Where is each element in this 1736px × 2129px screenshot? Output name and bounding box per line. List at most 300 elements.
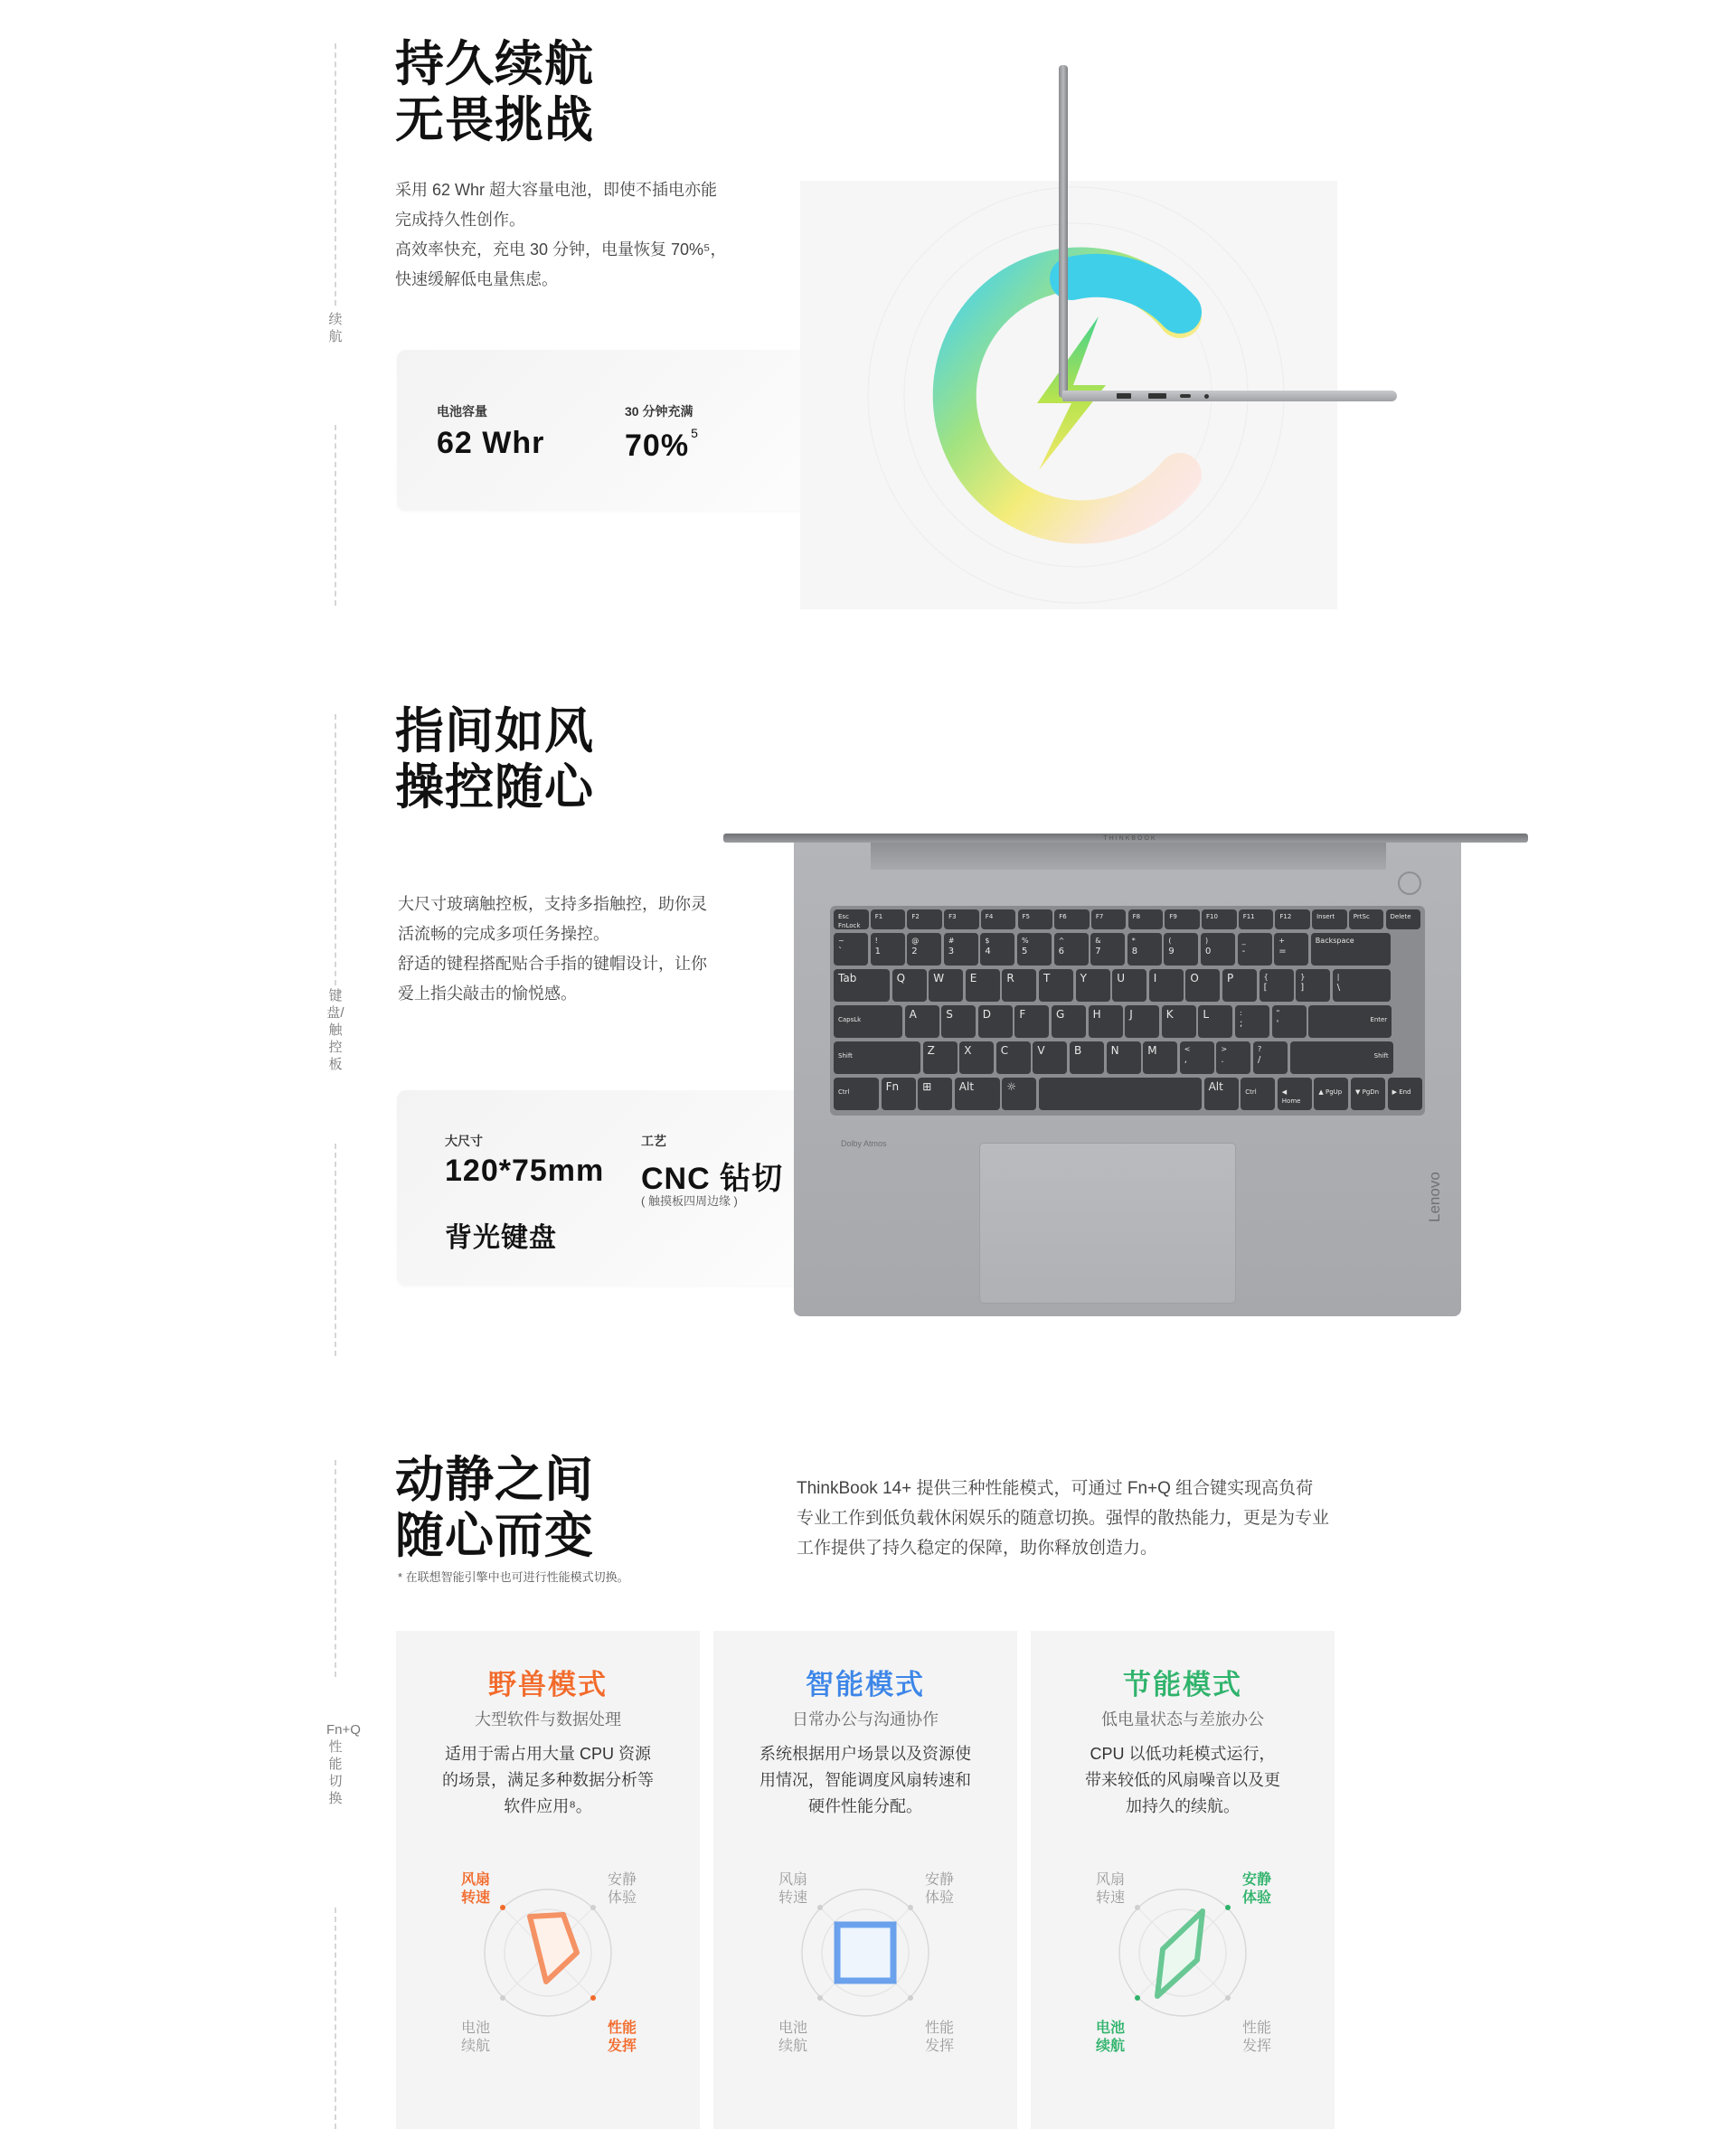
key-upper-label: | — [1336, 973, 1340, 981]
key-upper-label: ? — [1258, 1045, 1262, 1053]
key-lower-label: 0 — [1205, 947, 1212, 956]
key-label: F9 — [1169, 913, 1177, 920]
radar-axis-label-quiet — [1242, 1871, 1271, 1908]
key-upper-label: : — [1240, 1009, 1242, 1017]
keyboard-key — [1386, 909, 1421, 929]
radar-label-line: 续航 — [778, 2039, 808, 2054]
keyboard-key — [1125, 1005, 1159, 1038]
battery-visual — [800, 181, 1337, 609]
radar-axis-dot — [1225, 1905, 1231, 1910]
key-upper-label: ( — [1168, 937, 1172, 945]
radar-label-line: 性能 — [1242, 2021, 1272, 2036]
keyboard-title-line1: 指间如风 — [395, 704, 594, 758]
rail-divider — [335, 714, 336, 985]
keyboard-key — [1054, 933, 1089, 966]
mode-card — [1031, 1631, 1335, 2129]
key-lower-label: , — [1184, 1055, 1187, 1065]
stat-label-capacity: 电池容量 — [437, 404, 487, 419]
radar-axis-dot — [590, 1995, 596, 2001]
keyboard-keys — [834, 909, 1421, 1112]
key-label: F4 — [985, 913, 994, 920]
keyboard-key — [1311, 933, 1391, 966]
key-label: I — [1153, 972, 1157, 984]
radar-label-line: 安静 — [925, 1872, 955, 1888]
radar-axis-dot — [1225, 1995, 1231, 2001]
modes-intro-line: ThinkBook 14+ 提供三种性能模式，可通过 Fn+Q 组合键实现高负荷 — [797, 1479, 1314, 1498]
keyboard-key — [1275, 909, 1310, 929]
radar-axis-label-perf — [608, 2020, 637, 2056]
mode-desc-line: 的场景，满足多种数据分析等 — [442, 1771, 654, 1789]
key-lower-label: ' — [1276, 1019, 1279, 1029]
stat-note-craft: ( 触摸板四周边缘 ) — [641, 1194, 738, 1208]
usb-port — [1117, 393, 1131, 399]
keyboard-key — [1089, 1005, 1123, 1038]
keyboard-key — [1162, 1005, 1196, 1038]
key-upper-label: * — [1131, 937, 1136, 945]
key-label: O — [1190, 972, 1199, 984]
keyboard-key — [834, 1041, 920, 1074]
key-label: Insert — [1316, 913, 1335, 920]
keyboard-key — [1260, 969, 1294, 1002]
key-upper-label: & — [1095, 937, 1101, 945]
modes-intro — [797, 1474, 1329, 1563]
key-upper-label: Backspace — [1315, 937, 1354, 945]
mode-subtitle: 大型软件与数据处理 — [475, 1710, 621, 1729]
radar-label-line: 续航 — [461, 2039, 491, 2054]
laptop-base-side — [1062, 391, 1397, 401]
keyboard-key — [1033, 1041, 1067, 1074]
keyboard-key — [1235, 1005, 1269, 1038]
key-label: V — [1037, 1044, 1045, 1057]
mode-title: 节能模式 — [1123, 1669, 1242, 1700]
key-label: N — [1110, 1044, 1119, 1057]
hinge-text: THINKBOOK — [1103, 835, 1157, 842]
radar-axis-label-battery — [1096, 2020, 1125, 2056]
key-label: E — [969, 972, 977, 984]
radar-label-line: 性能 — [925, 2021, 955, 2036]
keyboard-desc-line: 大尺寸玻璃触控板，支持多指触控，助你灵 — [398, 895, 707, 913]
keyboard-key — [996, 1041, 1031, 1074]
key-label: Tab — [838, 972, 857, 984]
keyboard-key — [1185, 969, 1220, 1002]
key-label: B — [1074, 1044, 1082, 1057]
stat-label-size: 大尺寸 — [445, 1134, 483, 1148]
keyboard-key — [944, 933, 978, 966]
radar-label-line: 发挥 — [925, 2039, 955, 2054]
key-upper-label: < — [1184, 1045, 1191, 1053]
keyboard-key — [1128, 909, 1164, 929]
key-lower-label: 8 — [1131, 947, 1138, 956]
key-label: Delete — [1390, 913, 1411, 920]
battery-description — [395, 175, 727, 295]
keyboard-key — [1274, 933, 1308, 966]
stat-value-charge — [625, 426, 699, 464]
mode-desc-line: 系统根据用户场景以及资源使 — [760, 1745, 971, 1763]
key-label: F3 — [948, 913, 957, 920]
key-upper-label: " — [1276, 1009, 1280, 1017]
key-label: L — [1203, 1008, 1210, 1021]
keyboard-key — [1278, 1078, 1312, 1110]
footnote-marker: 5 — [691, 426, 699, 440]
key-label: H — [1092, 1008, 1101, 1021]
keyboard-key — [1039, 969, 1073, 1002]
keyboard-key — [1107, 1041, 1141, 1074]
keyboard-key — [1349, 909, 1384, 929]
rail-label-battery: 续航 — [328, 312, 343, 344]
radar-axis-label-quiet — [608, 1871, 637, 1908]
keyboard-key — [1165, 909, 1200, 929]
battery-title-line1: 持久续航 — [395, 37, 594, 91]
battery-desc-line: 采用 62 Whr 超大容量电池，即使不插电亦能 — [395, 181, 718, 199]
keyboard-key — [1202, 909, 1237, 929]
keyboard-desc-line: 爱上指尖敲击的愉悦感。 — [398, 984, 577, 1003]
keyboard-key — [1164, 933, 1198, 966]
keyboard-key — [941, 1005, 976, 1038]
radar-axis-label-battery — [778, 2020, 807, 2056]
radar-label-line: 风扇 — [1096, 1872, 1126, 1888]
key-upper-label: % — [1022, 937, 1029, 945]
key-label: Esc FnLock — [838, 913, 861, 929]
key-upper-label: ! — [874, 937, 878, 945]
keyboard-key — [966, 969, 1000, 1002]
key-label: K — [1165, 1008, 1174, 1021]
keyboard-key — [929, 969, 963, 1002]
keyboard-key — [834, 909, 869, 929]
key-label: U — [1117, 972, 1125, 984]
key-upper-label: ~ — [838, 937, 844, 945]
keyboard-key — [1143, 1041, 1177, 1074]
key-label: Alt — [958, 1080, 975, 1093]
mode-title: 野兽模式 — [488, 1669, 608, 1700]
mode-radar-chart — [1031, 1862, 1335, 2043]
dolby-atmos-label: Dolby Atmos — [841, 1139, 887, 1148]
battery-desc-line: 高效率快充，充电 30 分钟，电量恢复 70%⁵， — [395, 240, 727, 259]
keyboard-key — [1090, 933, 1125, 966]
key-label: ☼ — [1006, 1080, 1017, 1093]
keyboard-key — [1091, 909, 1127, 929]
key-upper-label: ^ — [1058, 937, 1065, 945]
keyboard-key — [1222, 969, 1257, 1002]
keyboard-key — [978, 1005, 1013, 1038]
key-label: R — [1006, 972, 1014, 984]
radar-label-line: 转速 — [461, 1890, 491, 1906]
rail-divider — [335, 1908, 336, 2129]
keyboard-key — [923, 1041, 958, 1074]
lenovo-logo: Lenovo — [1426, 1172, 1443, 1222]
radar-label-line: 电池 — [1096, 2021, 1126, 2036]
key-lower-label: 3 — [948, 947, 955, 956]
modes-title-line1: 动静之间 — [395, 1453, 594, 1507]
keyboard-key — [1070, 1041, 1104, 1074]
mode-radar-chart — [396, 1862, 700, 2043]
keyboard-title — [395, 703, 594, 815]
mode-desc-line: 适用于需占用大量 CPU 资源 — [444, 1745, 651, 1763]
keyboard-key — [980, 933, 1014, 966]
stat-value-charge-number: 70% — [625, 429, 690, 463]
rail-divider — [335, 1460, 336, 1677]
key-label: F10 — [1206, 913, 1218, 920]
key-upper-label: { — [1263, 973, 1269, 981]
key-label: ▶ End — [1392, 1088, 1411, 1096]
key-lower-label: 6 — [1058, 947, 1064, 956]
key-upper-label: @ — [911, 937, 920, 945]
radar-axis-dot — [817, 1995, 823, 2001]
keyboard-key — [1052, 1005, 1086, 1038]
radar-shape — [530, 1915, 577, 1982]
radar-axis-dot — [500, 1905, 505, 1910]
key-label: F5 — [1022, 913, 1030, 920]
keyboard-key — [907, 933, 941, 966]
keyboard-key — [1127, 933, 1162, 966]
stat-label-charge: 30 分钟充满 — [625, 404, 693, 419]
key-lower-label: ] — [1300, 983, 1305, 993]
keyboard-key — [981, 909, 1016, 929]
keyboard-key — [1018, 909, 1053, 929]
modes-title — [395, 1452, 594, 1564]
mode-description — [432, 1741, 664, 1820]
keyboard-key — [1239, 909, 1274, 929]
key-upper-label: _ — [1241, 937, 1246, 945]
key-lower-label: / — [1258, 1055, 1261, 1065]
keyboard-key — [1312, 909, 1347, 929]
keyboard-key — [892, 969, 927, 1002]
keyboard-key — [1014, 1005, 1049, 1038]
radar-label-line: 体验 — [1242, 1890, 1272, 1906]
key-lower-label: = — [1278, 947, 1287, 956]
radar-axis-label-perf — [925, 2020, 954, 2056]
audio-port — [1204, 394, 1209, 399]
radar-label-line: 安静 — [608, 1872, 637, 1888]
keyboard-key — [955, 1078, 1000, 1110]
stat-value-craft: CNC 钻切 — [641, 1162, 784, 1196]
rail-label-keyboard: 键盘/触控板 — [326, 988, 344, 1072]
key-lower-label: ; — [1240, 1019, 1243, 1029]
battery-desc-line: 完成持久性创作。 — [395, 211, 525, 229]
rail-divider — [335, 1144, 336, 1356]
keyboard-key — [1388, 1078, 1422, 1110]
key-label: Q — [896, 972, 906, 984]
mode-desc-line: 加持久的续航。 — [1126, 1797, 1240, 1815]
radar-label-line: 安静 — [1242, 1872, 1272, 1888]
key-label: M — [1147, 1044, 1157, 1057]
key-label: J — [1129, 1008, 1133, 1021]
stat-value-backlight: 背光键盘 — [445, 1223, 557, 1253]
key-lower-label: 1 — [874, 947, 881, 956]
key-label: X — [964, 1044, 972, 1057]
radar-axis-label-quiet — [925, 1871, 954, 1908]
key-label: Shift — [1373, 1052, 1389, 1060]
radar-label-line: 发挥 — [1242, 2039, 1272, 2054]
radar-label-line: 风扇 — [778, 1872, 808, 1888]
keyboard-key — [1017, 933, 1052, 966]
keyboard-key — [905, 1005, 939, 1038]
radar-shape — [1157, 1911, 1203, 1996]
radar-label-line: 风扇 — [461, 1872, 491, 1888]
battery-stats-card — [397, 350, 832, 511]
radar-axis-dot — [1135, 1905, 1140, 1910]
key-upper-label: ) — [1205, 937, 1209, 945]
key-label: G — [1056, 1008, 1065, 1021]
key-label: F8 — [1132, 913, 1141, 920]
keyboard-key — [1076, 969, 1110, 1002]
keyboard-key — [1180, 1041, 1214, 1074]
battery-title-line2: 无畏挑战 — [395, 93, 594, 147]
radar-axis-dot — [817, 1905, 823, 1910]
hdmi-port — [1148, 393, 1166, 399]
key-label: F1 — [874, 913, 883, 920]
keyboard-key — [907, 909, 942, 929]
radar-axis-dot — [500, 1995, 505, 2001]
radar-axis-label-battery — [461, 2020, 490, 2056]
mode-radar-chart — [713, 1862, 1017, 2043]
keyboard-key — [834, 1078, 879, 1110]
keyboard-key — [1253, 1041, 1288, 1074]
keyboard-key — [834, 969, 890, 1002]
keyboard-key — [1204, 1078, 1239, 1110]
key-label: A — [909, 1008, 917, 1021]
keyboard-key — [1216, 1041, 1250, 1074]
radar-label-line: 体验 — [608, 1890, 637, 1906]
key-lower-label: . — [1221, 1055, 1224, 1065]
battery-title — [395, 36, 594, 148]
laptop-side-view — [1059, 65, 1068, 398]
mode-card — [713, 1631, 1017, 2129]
key-label: Ctrl — [838, 1088, 850, 1096]
key-lower-label: 5 — [1022, 947, 1028, 956]
keyboard-key — [1290, 1041, 1393, 1074]
key-label: ▲ PgUp — [1318, 1088, 1343, 1096]
key-lower-label: 7 — [1095, 947, 1101, 956]
key-label: Y — [1080, 972, 1087, 984]
radar-axis-label-perf — [1242, 2020, 1271, 2056]
radar-axis-label-fan — [778, 1871, 807, 1908]
keyboard-key — [1201, 933, 1235, 966]
key-upper-label: } — [1300, 973, 1306, 981]
modes-title-line2: 随心而变 — [395, 1509, 594, 1563]
battery-desc-line: 快速缓解低电量焦虑。 — [395, 270, 558, 288]
keyboard-key — [918, 1078, 952, 1110]
key-label: Z — [927, 1044, 935, 1057]
usbc-port — [1180, 394, 1191, 398]
keyboard-key — [1039, 1078, 1202, 1110]
rail-label-modes: Fn+Q性能切换 — [326, 1722, 361, 1806]
key-lower-label: 2 — [911, 947, 918, 956]
key-label: F — [1019, 1008, 1026, 1021]
keyboard-title-line2: 操控随心 — [395, 760, 594, 815]
keyboard-key — [1112, 969, 1146, 1002]
key-label: F12 — [1279, 913, 1292, 920]
mode-desc-line: 带来较低的风扇噪音以及更 — [1085, 1771, 1280, 1789]
key-label: Alt — [1208, 1080, 1223, 1093]
key-label: ⊞ — [922, 1080, 932, 1093]
key-label: F6 — [1059, 913, 1067, 920]
mode-description — [1067, 1741, 1298, 1820]
mode-subtitle: 低电量状态与差旅办公 — [1101, 1710, 1264, 1729]
radar-label-line: 电池 — [461, 2021, 491, 2036]
key-label: W — [933, 972, 945, 984]
mode-title: 智能模式 — [806, 1669, 925, 1700]
modes-footnote: * 在联想智能引擎中也可进行性能模式切换。 — [398, 1570, 629, 1584]
mode-subtitle: 日常办公与沟通协作 — [792, 1710, 939, 1729]
key-lower-label: [ — [1263, 983, 1268, 993]
keyboard-key — [1351, 1078, 1385, 1110]
keyboard-key — [1333, 969, 1391, 1002]
radar-label-line: 电池 — [778, 2021, 808, 2036]
radar-label-line: 发挥 — [608, 2039, 637, 2054]
key-label: C — [1000, 1044, 1009, 1057]
key-label: PrtSc — [1353, 913, 1370, 920]
radar-axis-dot — [908, 1995, 913, 2001]
radar-shape — [837, 1925, 893, 1981]
key-label: F11 — [1242, 913, 1255, 920]
key-upper-label: > — [1221, 1045, 1228, 1053]
radar-axis-label-fan — [1096, 1871, 1125, 1908]
key-label: Shift — [838, 1052, 853, 1060]
key-lower-label: 9 — [1168, 947, 1175, 956]
radar-axis-dot — [590, 1905, 596, 1910]
key-lower-label: \ — [1336, 983, 1341, 993]
stat-value-capacity: 62 Whr — [437, 426, 545, 460]
key-label: T — [1043, 972, 1051, 984]
keyboard-key — [959, 1041, 994, 1074]
rail-divider — [335, 43, 336, 306]
key-label: Fn — [885, 1080, 900, 1093]
keyboard-key — [1308, 1005, 1392, 1038]
modes-intro-line: 工作提供了持久稳定的保障，助你释放创造力。 — [797, 1539, 1158, 1558]
power-button — [1398, 871, 1421, 895]
key-label: ◀ Home — [1281, 1088, 1301, 1105]
key-upper-label: # — [948, 937, 955, 945]
key-lower-label: 4 — [985, 947, 991, 956]
radar-label-line: 转速 — [1096, 1890, 1126, 1906]
keyboard-key — [834, 1005, 902, 1038]
radar-label-line: 转速 — [778, 1890, 808, 1906]
keyboard-key — [944, 909, 979, 929]
hinge — [871, 843, 1386, 870]
key-upper-label: + — [1278, 937, 1285, 945]
keyboard-key — [1272, 1005, 1307, 1038]
radar-axis-dot — [908, 1905, 913, 1910]
keyboard-key — [1238, 933, 1272, 966]
modes-intro-line: 专业工作到低负载休闲娱乐的随意切换。强悍的散热能力，更是为专业 — [797, 1509, 1330, 1528]
key-label: Ctrl — [1245, 1088, 1257, 1096]
radar-label-line: 体验 — [925, 1890, 955, 1906]
keyboard-key — [882, 1078, 916, 1110]
keyboard-desc-line: 活流畅的完成多项任务操控。 — [398, 925, 609, 943]
stat-value-size: 120*75mm — [445, 1154, 605, 1188]
laptop-top-view — [723, 834, 1528, 1318]
rail-divider — [335, 425, 336, 606]
mode-description — [750, 1741, 981, 1820]
keyboard-key — [1198, 1005, 1232, 1038]
keyboard-description — [398, 890, 707, 1009]
key-label: F7 — [1095, 913, 1104, 920]
keyboard-key — [1241, 1078, 1275, 1110]
touchpad — [979, 1143, 1236, 1304]
mode-desc-line: 软件应用⁸。 — [504, 1797, 592, 1815]
keyboard-key — [1296, 969, 1330, 1002]
key-label: D — [982, 1008, 992, 1021]
keyboard-key — [1054, 909, 1090, 929]
key-label: Enter — [1370, 1016, 1388, 1023]
keyboard-desc-line: 舒适的键程搭配贴合手指的键帽设计，让你 — [398, 955, 707, 973]
keyboard-key — [1149, 969, 1184, 1002]
keyboard-key — [834, 933, 868, 966]
mode-desc-line: CPU 以低功耗模式运行， — [1090, 1745, 1276, 1763]
key-label: P — [1227, 972, 1234, 984]
keyboard-key — [1002, 969, 1036, 1002]
mode-desc-line: 硬件性能分配。 — [808, 1797, 922, 1815]
